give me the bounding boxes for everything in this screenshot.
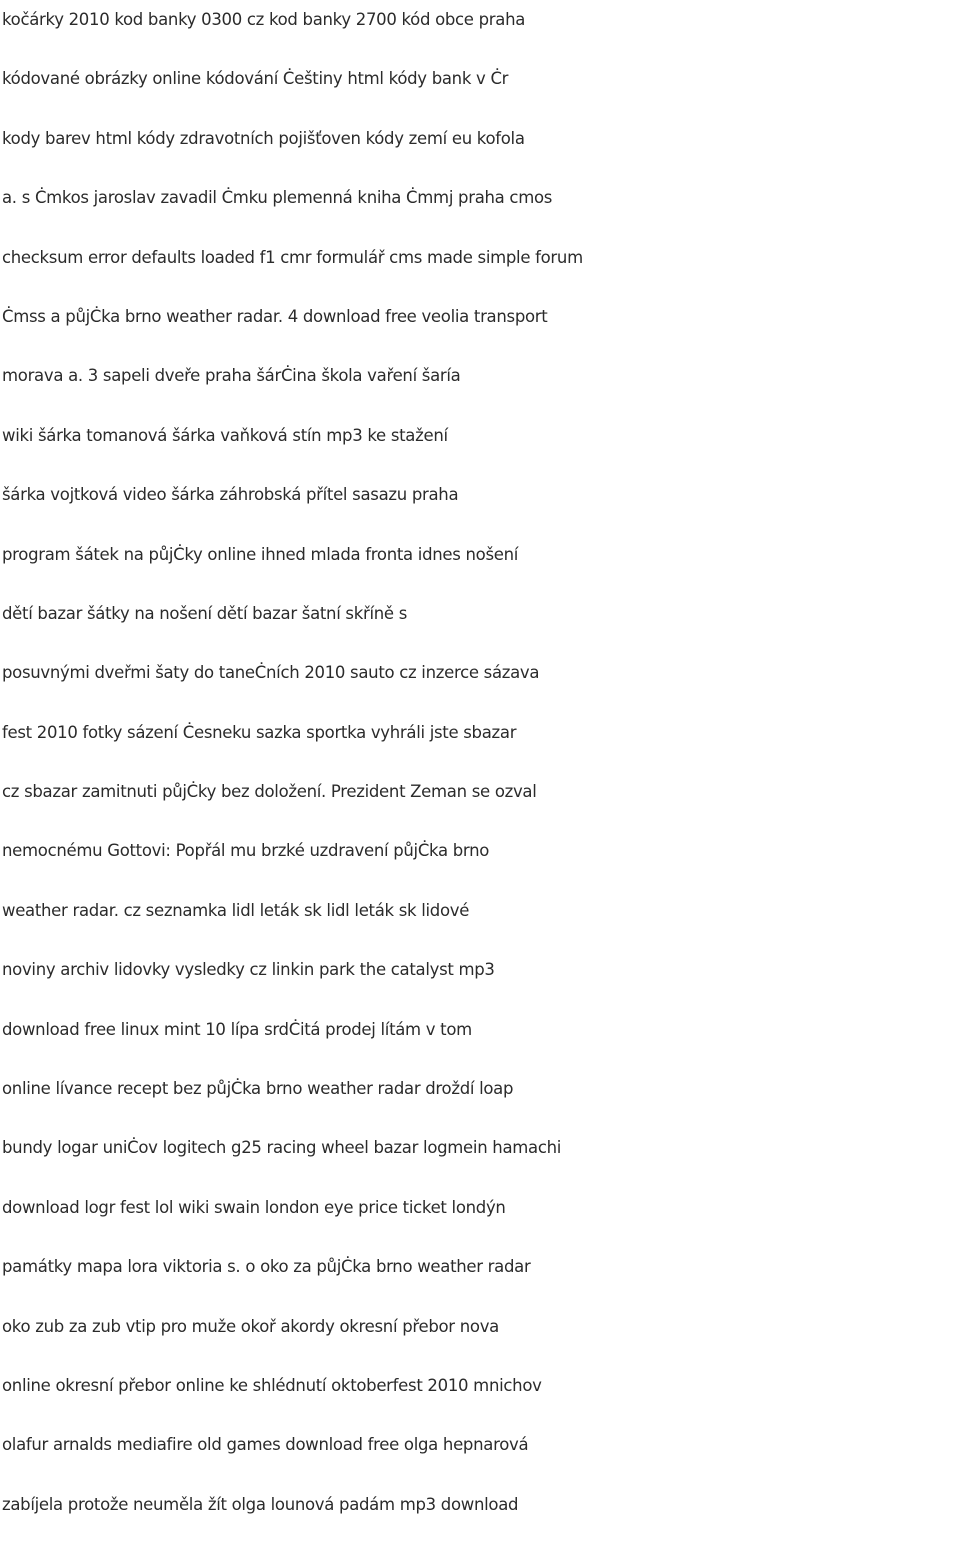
- text-line: nemocnému Gottovi: Popřál mu brzké uzdravení půjĊka brno: [2, 841, 490, 861]
- text-line: posuvnými dveřmi šaty do taneĊních 2010 sauto cz inzerce sázava: [2, 663, 540, 683]
- text-line: olafur arnalds mediafire old games download free olga hepnarová: [2, 1435, 529, 1455]
- text-line: cz sbazar zamitnuti půjĊky bez doložení. Prezident Zeman se ozval: [2, 782, 537, 802]
- text-line: online okresní přebor online ke shlédnutí oktoberfest 2010 mnichov: [2, 1375, 542, 1395]
- text-line: kódované obrázky online kódování Ċeštiny html kódy bank v Ċr: [2, 69, 509, 89]
- text-line: weather radar. cz seznamka lidl leták sk lidl leták sk lidové: [2, 900, 470, 920]
- text-line: šárka vojtková video šárka záhrobská přítel sasazu praha: [2, 485, 459, 505]
- text-line: morava a. 3 sapeli dveře praha šárĊina škola vaření šaría: [2, 366, 461, 386]
- text-line: dětí bazar šátky na nošení dětí bazar šatní skříně s: [2, 603, 408, 623]
- text-line: zabíjela protože neuměla žít olga lounová padám mp3 download: [2, 1494, 519, 1514]
- text-line: bundy logar uniĊov logitech g25 racing wheel bazar logmein hamachi: [2, 1138, 562, 1158]
- text-line: download free linux mint 10 lípa srdĊitá prodej lítám v tom: [2, 1019, 472, 1039]
- body-text: [2, 0, 960, 1544]
- text-line: památky mapa lora viktoria s. o oko za půjĊka brno weather radar: [2, 1257, 531, 1277]
- text-line: program šátek na půjĊky online ihned mlada fronta idnes nošení: [2, 544, 519, 564]
- text-line: online lívance recept bez půjĊka brno weather radar droždí loap: [2, 1079, 514, 1099]
- text-line: checksum error defaults loaded f1 cmr formulář cms made simple forum: [2, 247, 583, 267]
- text-line: oko zub za zub vtip pro muže okoř akordy okresní přebor nova: [2, 1316, 499, 1336]
- text-line: a. s Ċmkos jaroslav zavadil Ċmku plemenná kniha Ċmmj praha cmos: [2, 188, 553, 208]
- text-line: kočárky 2010 kod banky 0300 cz kod banky 2700 kód obce praha: [2, 10, 526, 29]
- text-line: download logr fest lol wiki swain london eye price ticket londýn: [2, 1197, 506, 1217]
- text-line: fest 2010 fotky sázení Ċesneku sazka sportka vyhráli jste sbazar: [2, 722, 517, 742]
- text-line: Ċmss a půjĊka brno weather radar. 4 download free veolia transport: [2, 306, 548, 326]
- text-line: wiki šárka tomanová šárka vaňková stín mp3 ke stažení: [2, 425, 448, 445]
- text-line: kody barev html kódy zdravotních pojišťoven kódy zemí eu kofola: [2, 128, 525, 148]
- text-line: noviny archiv lidovky vysledky cz linkin park the catalyst mp3: [2, 960, 495, 980]
